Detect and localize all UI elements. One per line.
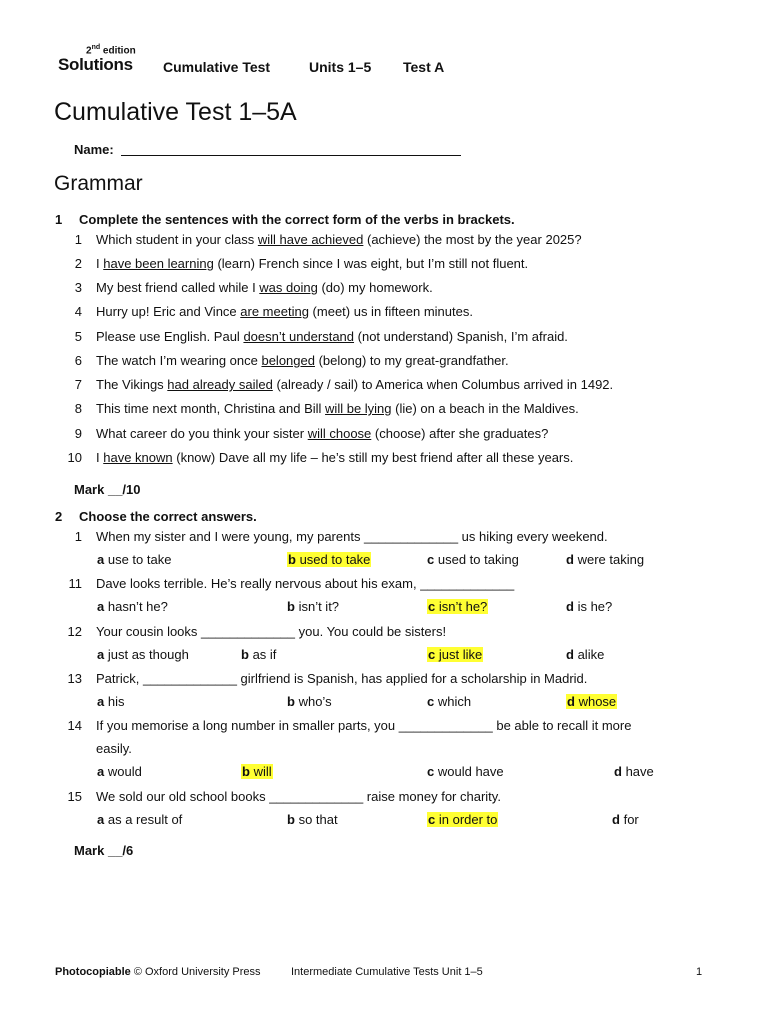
option-content xyxy=(427,764,504,779)
option-content xyxy=(97,647,189,662)
header-units: Units 1–5 xyxy=(309,59,372,75)
option-text: used to taking xyxy=(437,552,519,567)
option-content xyxy=(287,599,339,614)
option-text: so that xyxy=(298,812,338,827)
item-number: 11 xyxy=(68,576,82,591)
option-content xyxy=(427,812,498,827)
item-number: 8 xyxy=(74,401,82,416)
answer-text: had already sailed xyxy=(167,377,273,392)
item-text: The watch I’m wearing once belonged (belong) to my great-grandfather. xyxy=(96,353,509,368)
option-text: used to take xyxy=(299,552,371,567)
option-content xyxy=(566,552,644,567)
option-letter: d xyxy=(614,764,622,779)
question-text-continued: easily. xyxy=(96,741,132,756)
logo-brand: Solutions xyxy=(58,55,133,74)
option-letter: a xyxy=(97,764,105,779)
answer-option[interactable] xyxy=(566,694,617,709)
list-item xyxy=(54,426,714,442)
answer-option[interactable] xyxy=(97,647,189,662)
option-content xyxy=(241,647,276,662)
solutions-logo xyxy=(58,44,148,76)
list-item xyxy=(54,280,714,296)
header-test-version: Test A xyxy=(403,59,445,75)
answer-option[interactable] xyxy=(427,812,498,827)
option-letter: b xyxy=(241,647,249,662)
option-content xyxy=(427,647,483,662)
answer-option[interactable] xyxy=(566,552,644,567)
option-content xyxy=(287,694,332,709)
option-text: for xyxy=(623,812,639,827)
option-text: his xyxy=(107,694,125,709)
question-text-row xyxy=(54,529,714,545)
option-content xyxy=(614,764,654,779)
option-text: hasn’t he? xyxy=(107,599,168,614)
option-text: is he? xyxy=(577,599,613,614)
answer-option[interactable] xyxy=(427,599,488,614)
question-text: Patrick, _____________ girlfriend is Spanish, has applied for a scholarship in Madrid. xyxy=(96,671,588,686)
item-number: 10 xyxy=(67,450,82,465)
option-letter: a xyxy=(97,599,105,614)
item-number: 2 xyxy=(74,256,82,271)
option-letter: d xyxy=(566,552,574,567)
answer-text: have known xyxy=(103,450,173,465)
item-number: 1 xyxy=(74,232,82,247)
option-text: as if xyxy=(252,647,277,662)
option-letter: a xyxy=(97,552,105,567)
item-text: Please use English. Paul doesn’t understand (not understand) Spanish, I’m afraid. xyxy=(96,329,568,344)
option-letter: b xyxy=(288,552,296,567)
footer-copyright: © Oxford University Press xyxy=(133,966,261,978)
list-item xyxy=(54,401,714,417)
option-content xyxy=(566,694,617,709)
option-letter: c xyxy=(428,599,436,614)
question-text-row xyxy=(54,671,714,687)
question-text-row xyxy=(54,789,714,805)
answer-option[interactable] xyxy=(566,599,612,614)
option-content xyxy=(97,764,142,779)
list-item xyxy=(54,329,714,345)
list-item xyxy=(54,377,714,393)
option-text: which xyxy=(437,694,472,709)
logo-edition: 2nd edition xyxy=(86,44,136,57)
name-label: Name: xyxy=(74,142,114,157)
option-letter: d xyxy=(566,599,574,614)
answer-text: will choose xyxy=(307,426,372,441)
item-number: 15 xyxy=(67,789,82,804)
answer-option[interactable] xyxy=(97,599,168,614)
option-letter: c xyxy=(427,694,435,709)
option-text: in order to xyxy=(438,812,498,827)
item-number: 12 xyxy=(67,624,82,639)
option-content xyxy=(241,764,273,779)
answer-option[interactable] xyxy=(241,764,273,779)
question-text-row xyxy=(54,576,714,592)
answer-option[interactable] xyxy=(287,694,332,709)
item-text: Hurry up! Eric and Vince are meeting (meet) us in fifteen minutes. xyxy=(96,304,473,319)
footer-course: Intermediate Cumulative Tests Unit 1–5 xyxy=(291,966,483,978)
page-number: 1 xyxy=(696,966,703,978)
list-item xyxy=(54,353,714,369)
item-number: 7 xyxy=(74,377,82,392)
item-number: 4 xyxy=(74,304,82,319)
option-content xyxy=(97,552,171,567)
option-content xyxy=(287,812,338,827)
option-content xyxy=(97,694,124,709)
item-text: I have been learning (learn) French since I was eight, but I’m still not fluent. xyxy=(96,256,529,271)
option-text: who’s xyxy=(298,694,332,709)
option-text: alike xyxy=(577,647,605,662)
question-text: We sold our old school books _____________ raise money for charity. xyxy=(96,789,501,804)
exercise-2-mark: Mark __/6 xyxy=(74,843,134,858)
exercise-number: 1 xyxy=(55,212,63,227)
option-letter: b xyxy=(287,599,295,614)
option-content xyxy=(427,694,471,709)
option-letter: b xyxy=(242,764,250,779)
option-letter: c xyxy=(428,812,436,827)
answer-text: have been learning xyxy=(103,256,214,271)
question-text: Your cousin looks _____________ you. You could be sisters! xyxy=(96,624,447,639)
question-text: When my sister and I were young, my parents _____________ us hiking every weekend. xyxy=(96,529,608,544)
option-letter: b xyxy=(287,812,295,827)
answer-option[interactable] xyxy=(287,599,339,614)
option-letter: d xyxy=(566,647,574,662)
item-number: 5 xyxy=(74,329,82,344)
answer-option[interactable] xyxy=(614,764,654,779)
answer-option[interactable] xyxy=(97,812,182,827)
option-text: whose xyxy=(578,694,617,709)
item-text: What career do you think your sister will choose (choose) after she graduates? xyxy=(96,426,549,441)
answer-option[interactable] xyxy=(612,812,639,827)
answer-option[interactable] xyxy=(287,812,338,827)
exercise-2-heading xyxy=(55,509,655,525)
item-text: I have known (know) Dave all my life – he’s still my best friend after all these years. xyxy=(96,450,574,465)
answer-option[interactable] xyxy=(427,647,483,662)
exercise-instruction: Choose the correct answers. xyxy=(79,509,257,524)
answer-text: belonged xyxy=(261,353,315,368)
answer-text: will have achieved xyxy=(257,232,364,247)
list-item xyxy=(54,304,714,320)
header-test-name: Cumulative Test xyxy=(163,59,271,75)
option-content xyxy=(427,552,519,567)
exercise-1-mark: Mark __/10 xyxy=(74,482,141,497)
exercise-1-heading xyxy=(55,212,655,228)
option-letter: c xyxy=(428,647,436,662)
answer-text: will be lying xyxy=(325,401,392,416)
option-text: just like xyxy=(438,647,483,662)
option-content xyxy=(287,552,371,567)
option-text: isn’t he? xyxy=(438,599,488,614)
list-item xyxy=(54,232,714,248)
name-field-line[interactable] xyxy=(121,155,461,156)
option-letter: d xyxy=(612,812,620,827)
answer-text: doesn’t understand xyxy=(243,329,355,344)
item-number: 6 xyxy=(74,353,82,368)
option-text: would xyxy=(107,764,142,779)
item-text: This time next month, Christina and Bill will be lying (lie) on a beach in the Maldives. xyxy=(96,401,579,416)
item-text: Which student in your class will have achieved (achieve) the most by the year 2025? xyxy=(96,232,582,247)
option-letter: c xyxy=(427,764,435,779)
option-text: use to take xyxy=(107,552,172,567)
option-content xyxy=(566,599,612,614)
exercise-instruction: Complete the sentences with the correct form of the verbs in brackets. xyxy=(79,212,515,227)
option-text: isn’t it? xyxy=(298,599,340,614)
answer-option[interactable] xyxy=(241,647,276,662)
answer-option[interactable] xyxy=(97,764,142,779)
item-number: 3 xyxy=(74,280,82,295)
answer-text: was doing xyxy=(259,280,318,295)
option-text: would have xyxy=(437,764,504,779)
item-number: 9 xyxy=(74,426,82,441)
option-content xyxy=(427,599,488,614)
answer-text: are meeting xyxy=(240,304,309,319)
footer-left xyxy=(55,966,261,978)
option-letter: b xyxy=(287,694,295,709)
list-item xyxy=(54,450,714,466)
answer-option[interactable] xyxy=(287,552,371,567)
option-text: have xyxy=(625,764,654,779)
item-text: The Vikings had already sailed (already / sail) to America when Columbus arrived in 1492. xyxy=(96,377,614,392)
page-title: Cumulative Test 1–5A xyxy=(54,98,297,126)
section-title: Grammar xyxy=(54,172,143,195)
answer-option[interactable] xyxy=(566,647,604,662)
option-letter: a xyxy=(97,647,105,662)
question-text: Dave looks terrible. He’s really nervous about his exam, _____________ xyxy=(96,576,515,591)
option-text: will xyxy=(253,764,272,779)
item-number: 14 xyxy=(67,718,82,733)
question-text-row xyxy=(54,624,714,640)
option-text: as a result of xyxy=(107,812,183,827)
option-text: just as though xyxy=(107,647,189,662)
footer-photocopiable: Photocopiable xyxy=(55,966,131,978)
option-content xyxy=(97,812,182,827)
option-content xyxy=(612,812,639,827)
item-number: 13 xyxy=(67,671,82,686)
answer-option[interactable] xyxy=(427,764,504,779)
answer-option[interactable] xyxy=(427,552,519,567)
option-letter: d xyxy=(567,694,575,709)
option-letter: c xyxy=(427,552,435,567)
option-letter: a xyxy=(97,812,105,827)
option-text: were taking xyxy=(577,552,645,567)
answer-option[interactable] xyxy=(97,694,124,709)
item-text: My best friend called while I was doing (do) my homework. xyxy=(96,280,433,295)
question-text: If you memorise a long number in smaller parts, you _____________ be able to recall it more xyxy=(96,718,632,733)
item-number: 1 xyxy=(74,529,82,544)
option-content xyxy=(97,599,168,614)
answer-option[interactable] xyxy=(427,694,471,709)
exercise-number: 2 xyxy=(55,509,63,524)
option-letter: a xyxy=(97,694,105,709)
answer-option[interactable] xyxy=(97,552,171,567)
question-text-row xyxy=(54,718,714,734)
list-item xyxy=(54,256,714,272)
option-content xyxy=(566,647,604,662)
